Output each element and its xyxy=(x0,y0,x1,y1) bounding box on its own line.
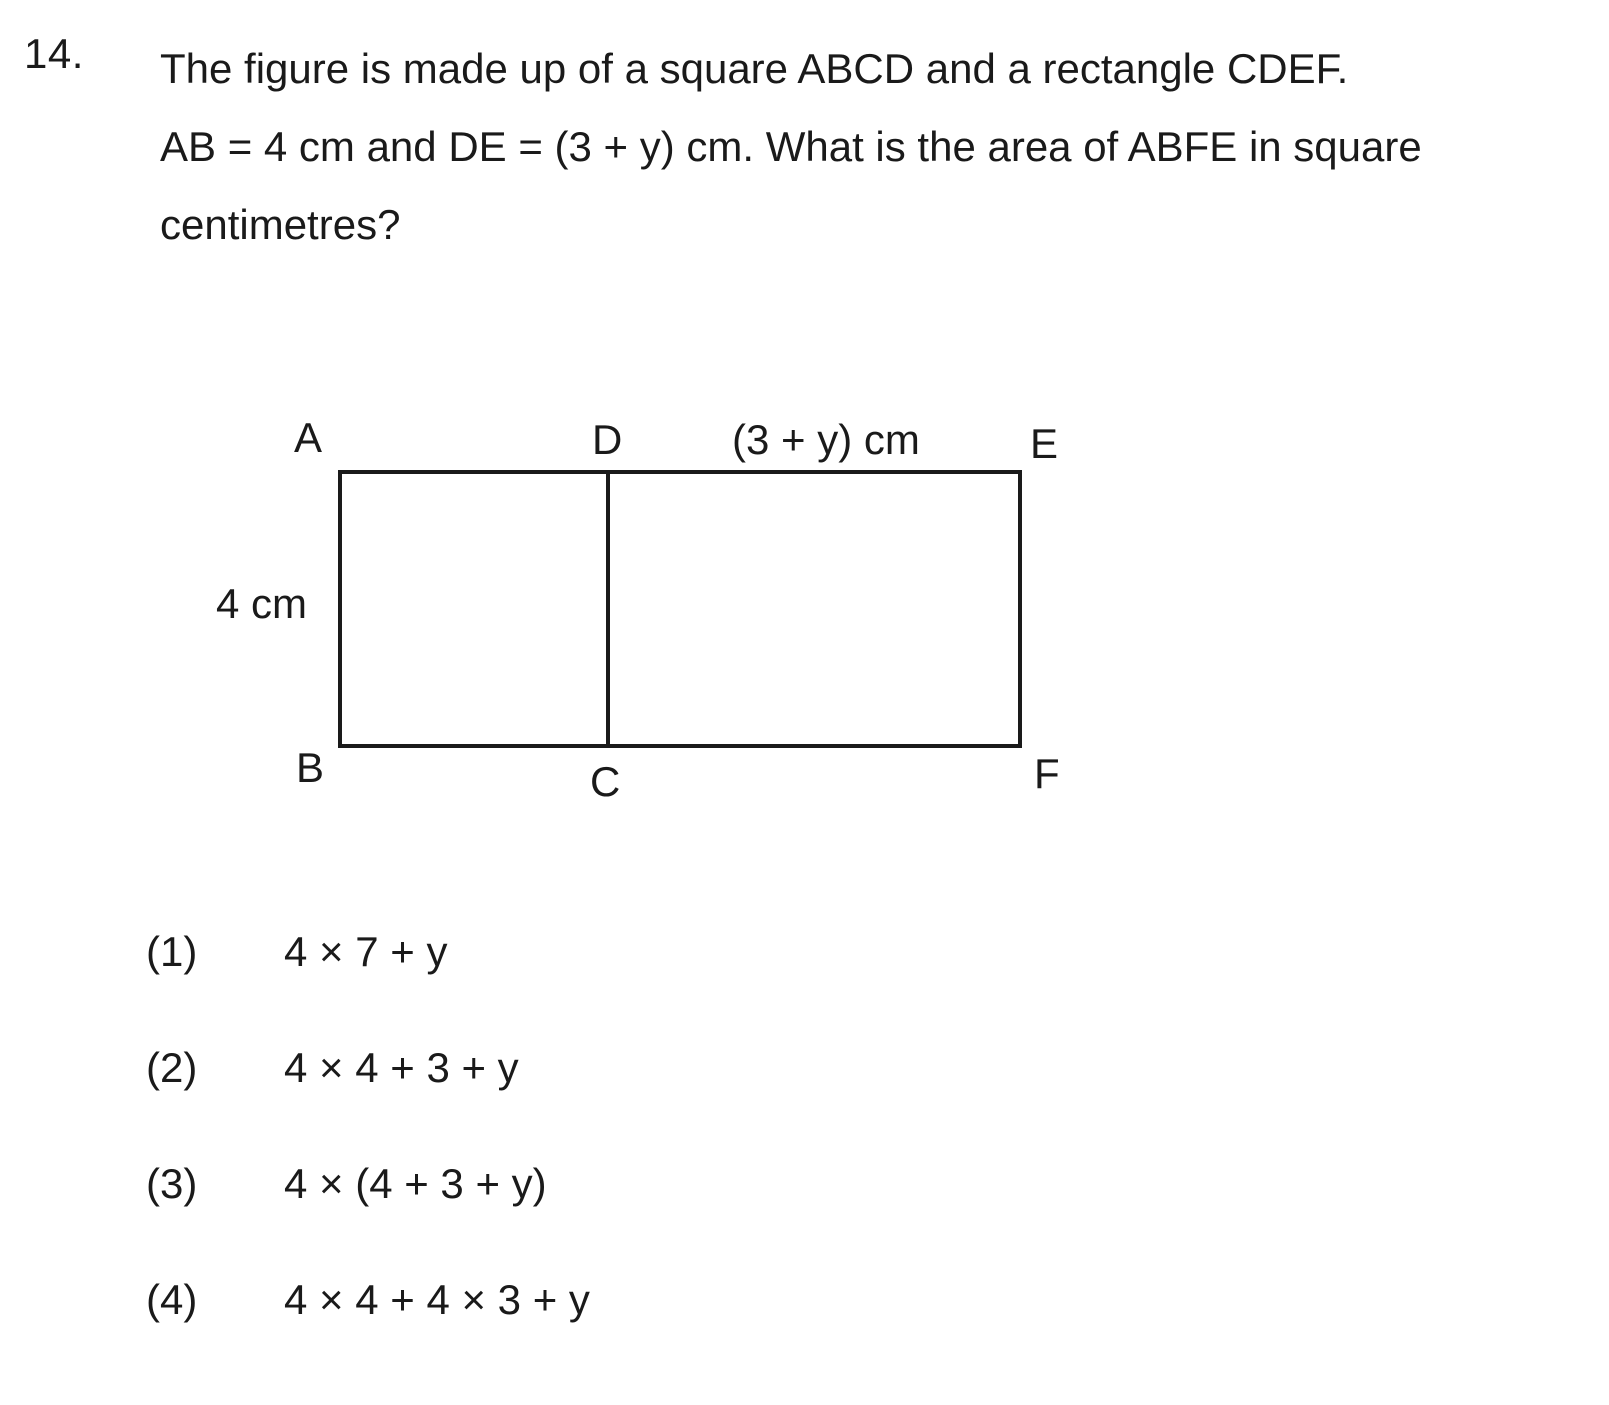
answer-option-1[interactable] xyxy=(146,928,447,976)
option-number: (1) xyxy=(146,928,198,975)
option-expression: 4 × 4 + 3 + y xyxy=(284,1044,519,1091)
option-expression: 4 × 7 + y xyxy=(284,928,448,975)
side-length-de: (3 + y) cm xyxy=(732,416,920,463)
question-number: 14. xyxy=(24,30,84,77)
option-number: (2) xyxy=(146,1044,198,1091)
side-length-ab: 4 cm xyxy=(216,580,308,627)
question-line-3: centimetres? xyxy=(160,201,401,248)
option-number: (3) xyxy=(146,1160,198,1207)
vertex-label-d: D xyxy=(592,416,623,463)
answer-option-2[interactable] xyxy=(146,1044,519,1092)
answer-option-3[interactable] xyxy=(146,1160,547,1208)
vertex-label-e: E xyxy=(1030,420,1059,467)
vertex-label-a: A xyxy=(294,414,323,461)
question-line-1: The figure is made up of a square ABCD and a rectangle CDEF. xyxy=(160,45,1349,92)
option-number: (4) xyxy=(146,1276,198,1323)
option-expression: 4 × (4 + 3 + y) xyxy=(284,1160,547,1207)
vertex-label-f: F xyxy=(1034,750,1060,797)
vertex-label-c: C xyxy=(590,758,621,805)
question-line-2: AB = 4 cm and DE = (3 + y) cm. What is the area of ABFE in square xyxy=(160,123,1422,170)
outer-rectangle-abfe xyxy=(340,472,1020,746)
answer-option-4[interactable] xyxy=(146,1276,590,1324)
option-expression: 4 × 4 + 4 × 3 + y xyxy=(284,1276,590,1323)
vertex-label-b: B xyxy=(296,744,325,791)
